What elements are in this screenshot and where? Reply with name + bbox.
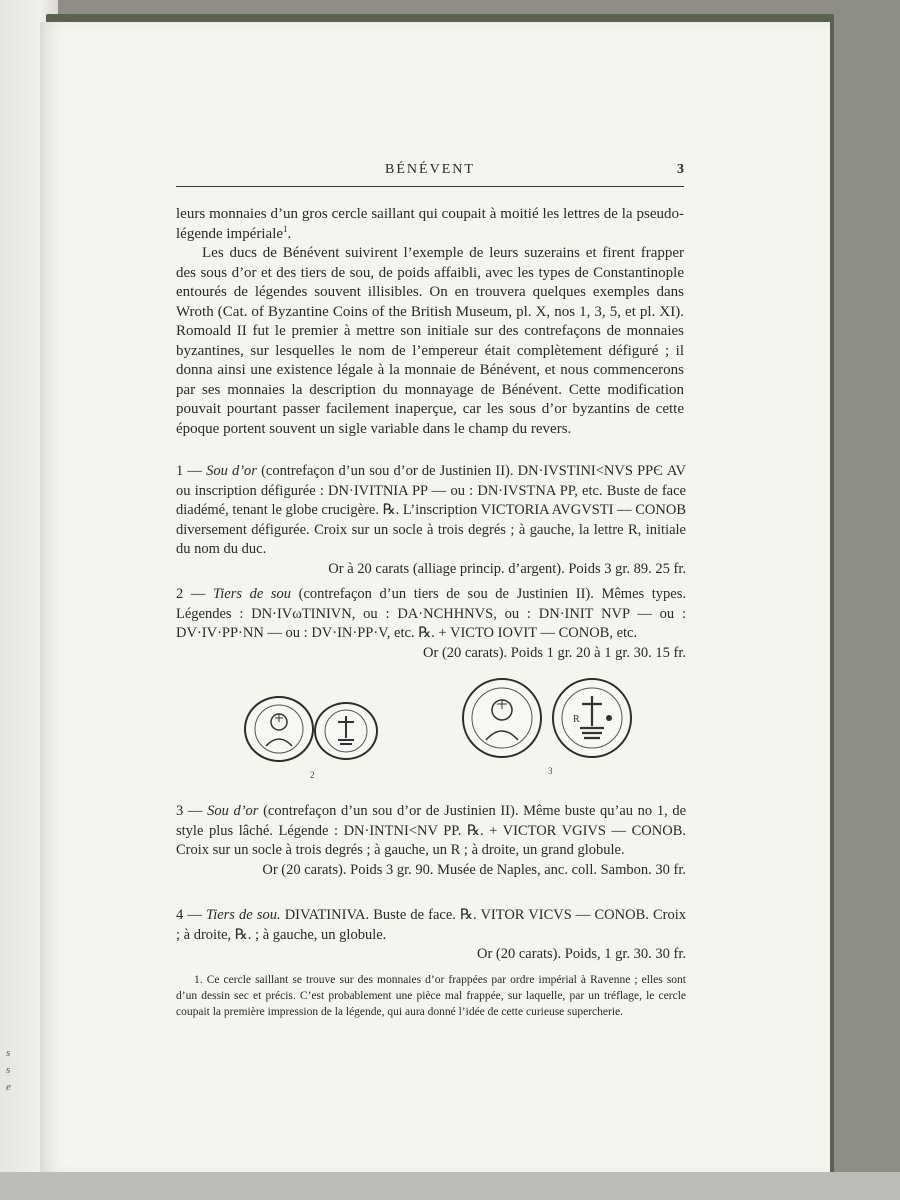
entry-heading: Sou d’or [207,803,259,819]
entry-heading: Sou d’or [206,463,257,479]
bust-icon [464,680,540,756]
table-surface [0,1172,900,1200]
entry-number: 1 — [176,463,202,479]
footnote-ref: 1 [283,223,288,234]
catalog-entry-1 [176,462,686,579]
running-title: BÉNÉVENT [385,162,475,177]
entry-heading: Tiers de sou [212,586,292,602]
entry-tail: Or (20 carats). Poids, 1 gr. 30. 30 fr. [476,946,686,962]
page-number: 3 [677,162,684,177]
entry-tail: Or à 20 carats (alliage princip. d’argent). Poids 3 gr. 89. 25 fr. [328,560,686,577]
entry-body [176,462,686,560]
catalog-entry-4 [176,906,686,965]
body-text [176,205,684,439]
bust-icon [246,698,312,760]
entry-text: (contrefaçon d’un sou d’or de Justinien II). DN·IVSTINI<NVS PPЄ AV ou inscription défigurée : DN·IVITNIA PP — ou : DN·IVSTNA PP, etc. Buste de face diadémé, tenant le globe crucigère. ℞. L’inscription VICTORIA AVGVSTI — CONOB diversement défigurée. Croix sur un socle à trois degrés ; à gauche, la lettre R, initiale du nom du duc. [176,463,687,557]
paragraph-2: Les ducs de Bénévent suivirent l’exemple de leurs suzerains et firent frapper des sous d’or et des tiers de sou, de poids affaibli, avec les types de Constantinople entourés de légendes souvent illisibles. On en trouvera quelques exemples dans Wroth (Cat. of Byzantine Coins of the British Museum, pl. X, nos 1, 3, 5, et pl. XI). Romoald II fut le premier à mettre son initiale sur des contrefaçons de monnaies byzantines, sur lesquelles le nom de l’empereur était complètement défiguré ; il donna ainsi une existence légale à la monnaie de Bénévent, et nous commencerons par ses monnaies la description du monnayage de Bénévent. Cette modification pouvait pourtant passer facilement inaperçue, car les sous d’or byzantins de cette époque portent souvent un sigle variable dans le champ du revers. [176,245,684,437]
coin-2-reverse [314,702,378,760]
coin-3-obverse [462,678,542,758]
entry-heading: Tiers de sou. [205,907,281,923]
entry-text: (contrefaçon d’un sou d’or de Justinien II). Même buste qu’au no 1, de style plus lâché. Légende : DN·INTNI<NV PP. ℞. + VICTOR VGIVS — CONOB. Croix sur un socle à trois degrés ; à gauche, un R ; à droite, un grand globule. [176,803,687,858]
entry-body [176,906,686,945]
margin-glyph: s [6,1047,11,1059]
catalog-entry-3 [176,802,686,880]
footnote [176,972,686,1020]
coin-plate [176,672,686,782]
cross-icon [554,680,630,756]
catalog-entry-2 [176,585,686,663]
coin-2-obverse [244,696,314,762]
entry-body [176,585,686,644]
cross-icon [316,704,376,758]
entry-text: DIVATINIVA. Buste de face. ℞. VITOR VICVS — CONOB. Croix ; à droite, ℞. ; à gauche, un globule. [176,907,687,943]
entry-tail: Or (20 carats). Poids 1 gr. 20 à 1 gr. 30. 15 fr. [423,644,686,661]
entry-tail: Or (20 carats). Poids 3 gr. 90. Musée de Naples, anc. coll. Sambon. 30 fr. [262,861,686,878]
coin-3-reverse [552,678,632,758]
margin-glyph: s [6,1064,11,1076]
svg-text:R: R [573,714,580,725]
footnote-text: 1. Ce cercle saillant se trouve sur des monnaies d’or frappées par ordre impérial à Ravenne ; elles sont d’un dessin sec et précis. C’est probablement une pièce mal frappée, sur laquelle, par un tréflage, le cercle coupait la première impression de la légende, qui aura donné l’idée de cette curieuse supercherie. [176,974,686,1018]
running-header [176,160,684,187]
entry-number: 2 — [176,586,206,602]
coin-label-2: 2 [310,770,315,780]
entry-number: 4 — [176,907,202,923]
paragraph-1: leurs monnaies d’un gros cercle saillant qui coupait à moitié les lettres de la pseudo-légende impériale$^1$. [176,206,684,242]
margin-glyphs [6,1045,11,1096]
margin-glyph: e [6,1081,11,1093]
coin-label-3: 3 [548,766,553,776]
entry-number: 3 — [176,803,203,819]
entry-text: (contrefaçon d’un tiers de sou de Justinien II). Mêmes types. Légendes : DN·IVωTINIVN, ou : DA·NCHHNVS, ou : DN·INIT NVP — ou : DV·IV·PP·NN — ou : DV·IN·PP·V, etc. ℞. + VICTO IOVIT — CONOB, etc. [176,586,687,641]
entry-body [176,802,686,861]
